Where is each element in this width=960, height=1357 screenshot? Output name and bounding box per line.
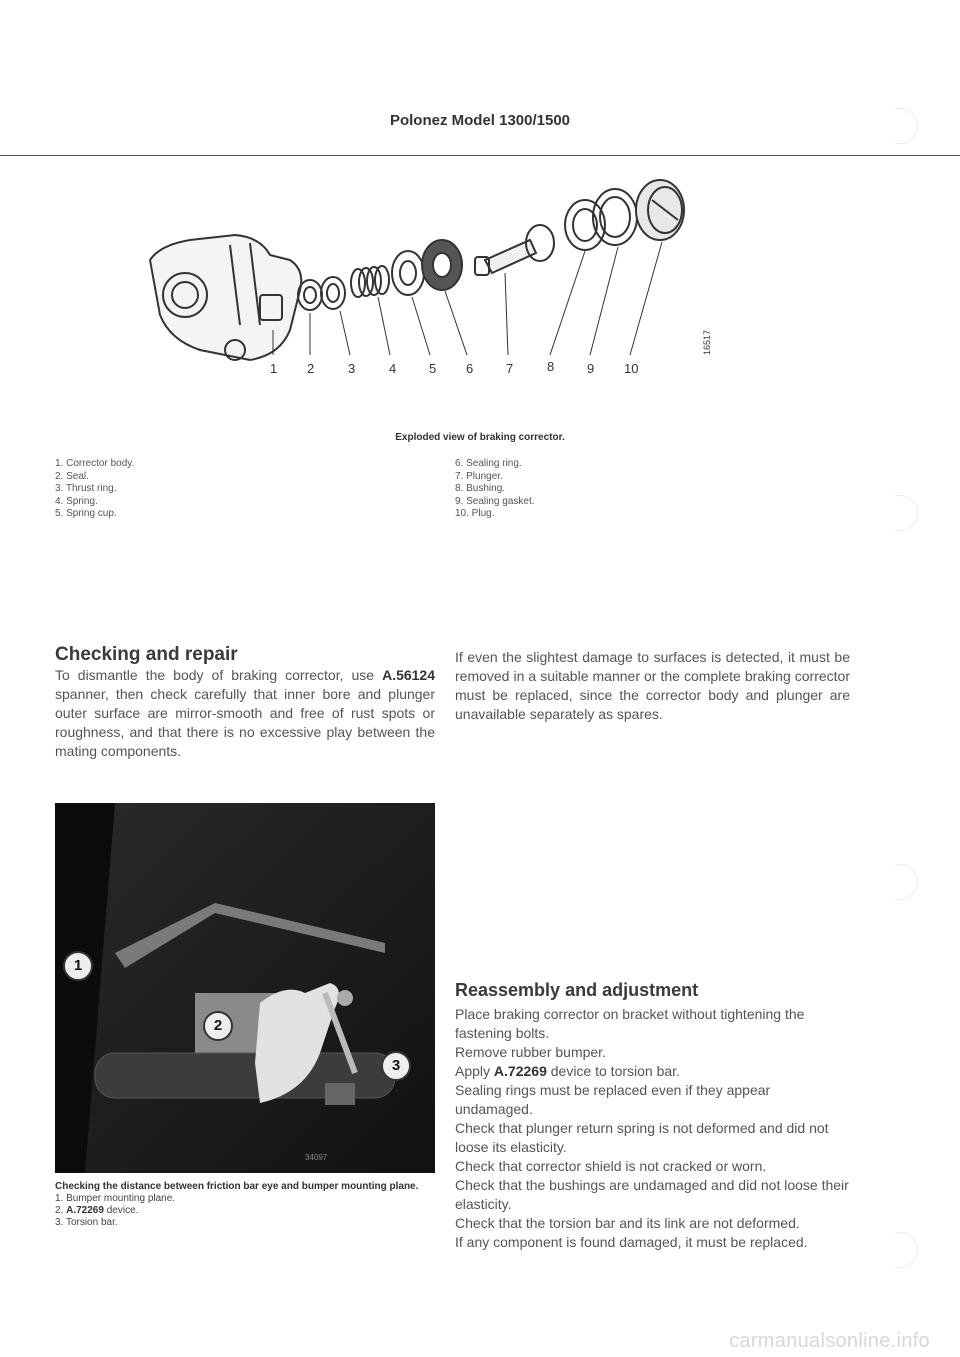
reassembly-step [455,1062,850,1081]
section-heading-reassembly: Reassembly and adjustment [455,980,699,1000]
caption-item-text: device. [106,1205,139,1216]
legend-left [55,458,315,521]
photo-caption-item: 3. Torsion bar. [55,1217,118,1228]
photo-serial: 34097 [305,1153,328,1162]
legend-item: 1. Corrector body. [55,458,135,469]
binder-hole-mark [895,495,918,531]
photo-callout-1: 1 [63,951,93,981]
photo-callout-2: 2 [203,1011,233,1041]
legend-item: 4. Spring. [55,495,98,507]
legend-right [455,458,715,521]
photo-caption-item: 1. Bumper mounting plane. [55,1193,176,1204]
section-heading-checking: Checking and repair [55,644,238,665]
legend-item: 5. Spring cup. [55,508,117,519]
callout-3: 3 [348,361,356,376]
figure-ref-code: 16517 [702,329,712,355]
procedure-photo [55,803,435,1173]
checking-text-end: spanner, then check carefully that inner bore and plunger outer surface are mirror-smooth and free of rust spots or roughness, and that there is no excessive play between the mating components. [55,686,435,759]
corrector-body-drawing [150,235,301,360]
legend-item: 2. Seal. [55,470,89,482]
sealing-ring-drawing [422,240,462,290]
callout-2: 2 [307,361,315,376]
plunger-drawing [475,225,554,275]
binder-hole-mark [895,864,918,900]
callout-7: 7 [506,361,514,376]
callout-5: 5 [429,361,437,376]
photo-callout-3: 3 [381,1051,411,1081]
callout-6: 6 [466,361,474,376]
checking-text-start: To dismantle the body of braking corrector, use [55,667,383,683]
photo-caption-item [55,1205,435,1217]
legend-item: 6. Sealing ring. [455,458,522,469]
checking-paragraph [55,666,435,761]
callout-8: 8 [547,359,555,374]
plug-drawing [636,180,684,240]
seal-drawing [298,280,322,310]
callout-10: 10 [624,361,639,376]
sealing-gasket-drawing [593,189,637,245]
callout-9: 9 [587,361,595,376]
spring-cup-drawing [392,251,424,295]
legend-item: 10. Plug. [455,508,495,519]
binder-hole-mark [895,1232,918,1268]
legend-item: 3. Thrust ring. [55,483,117,494]
reassembly-step: Remove rubber bumper. [455,1044,606,1060]
reassembly-step: Check that the bushings are undamaged and did not loose their elasticity. [455,1177,849,1212]
reassembly-step: Place braking corrector on bracket without tightening the fastening bolts. [455,1006,805,1041]
exploded-view-figure [140,165,730,390]
reassembly-step: Sealing rings must be replaced even if they appear undamaged. [455,1082,771,1117]
bushing-drawing [565,200,605,250]
legend-item: 7. Plunger. [455,470,503,482]
caption-tool-code: A.72269 [66,1205,104,1216]
damage-paragraph: If even the slightest damage to surfaces is detected, it must be removed in a suitable manner or the complete braking corrector must be replaced, since the corrector body and plunger are unavailable separately as spares. [455,649,850,722]
callout-1: 1 [270,361,278,376]
reassembly-step: Check that plunger return spring is not deformed and did not loose its elasticity. [455,1120,829,1155]
reassembly-step: If any component is found damaged, it must be replaced. [455,1234,808,1250]
step-text-end: device to torsion bar. [546,1063,680,1079]
photo-caption-title: Checking the distance between friction bar eye and bumper mounting plane. [55,1181,419,1192]
tool-code: A.72269 [493,1063,547,1079]
thrust-ring-drawing [321,277,345,309]
step-text-start: Apply [455,1063,494,1079]
watermark: carmanualsonline.info [729,1330,930,1352]
callout-4: 4 [389,361,397,376]
reassembly-steps [455,1005,850,1252]
page-title: Polonez Model 1300/1500 [389,112,571,129]
photo-caption [55,1181,435,1229]
figure-caption: Exploded view of braking corrector. [395,432,565,443]
header-divider [0,155,960,156]
caption-item-number: 2. [55,1205,67,1216]
tool-code: A.56124 [382,667,435,683]
reassembly-step: Check that corrector shield is not cracked or worn. [455,1158,767,1174]
legend-item: 8. Bushing. [455,483,506,494]
reassembly-step: Check that the torsion bar and its link are not deformed. [455,1215,800,1231]
legend-item: 9. Sealing gasket. [455,495,535,507]
spring-drawing [351,266,389,297]
